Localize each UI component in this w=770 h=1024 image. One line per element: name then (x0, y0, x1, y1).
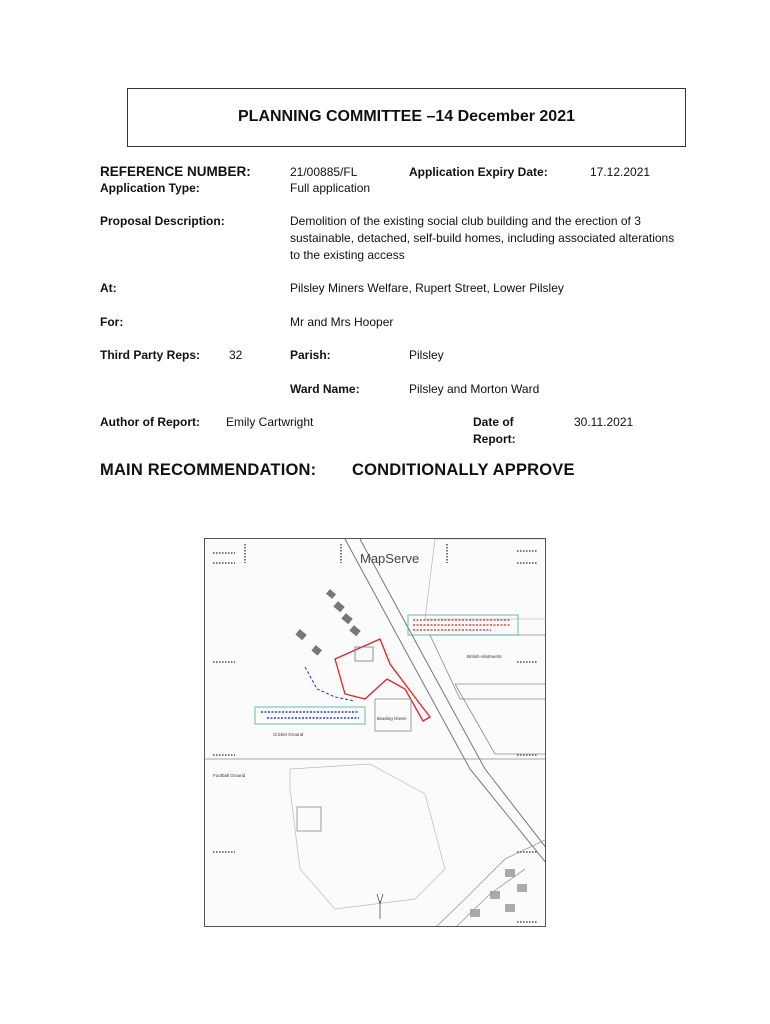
for-value: Mr and Mrs Hooper (290, 315, 394, 329)
proposal-line-1: Demolition of the existing social club building and the erection of 3 (290, 214, 641, 228)
at-value: Pilsley Miners Welfare, Rupert Street, Lower Pilsley (290, 281, 564, 295)
ward-value: Pilsley and Morton Ward (409, 382, 540, 396)
expiry-label: Application Expiry Date: (409, 165, 548, 179)
type-value: Full application (290, 181, 371, 195)
map-drawing (205, 539, 546, 927)
page-title: PLANNING COMMITTEE –14 December 2021 (238, 108, 575, 125)
map-label-british-allotments: British Allotments (467, 654, 502, 659)
at-label: At: (100, 281, 117, 295)
reps-label: Third Party Reps: (100, 348, 201, 362)
date-value: 30.11.2021 (574, 415, 634, 429)
proposal-label: Proposal Description: (100, 214, 225, 228)
date-label-line-2: Report: (473, 432, 516, 446)
map-label-cricket-ground: Cricket Ground (273, 732, 304, 737)
map-brand: MapServe (360, 551, 420, 566)
parish-value: Pilsley (409, 348, 444, 362)
author-label: Author of Report: (100, 415, 200, 429)
site-location-map (204, 538, 546, 927)
author-value: Emily Cartwright (226, 415, 314, 429)
map-label-bowling-green: Bowling Green (377, 716, 407, 721)
recommendation-value: CONDITIONALLY APPROVE (352, 461, 575, 479)
parish-label: Parish: (290, 348, 331, 362)
reference-label: REFERENCE NUMBER: (100, 164, 251, 179)
reference-value: 21/00885/FL (290, 165, 358, 179)
proposal-line-2: sustainable, detached, self-build homes, including associated alterations (290, 231, 675, 245)
map-label-football-ground: Football Ground (213, 773, 246, 778)
type-label: Application Type: (100, 181, 200, 195)
date-label-line-1: Date of (473, 415, 514, 429)
recommendation-label: MAIN RECOMMENDATION: (100, 461, 317, 479)
expiry-value: 17.12.2021 (590, 165, 651, 179)
for-label: For: (100, 315, 124, 329)
proposal-line-3: to the existing access (290, 248, 405, 262)
ward-label: Ward Name: (290, 382, 360, 396)
reps-value: 32 (229, 348, 243, 362)
